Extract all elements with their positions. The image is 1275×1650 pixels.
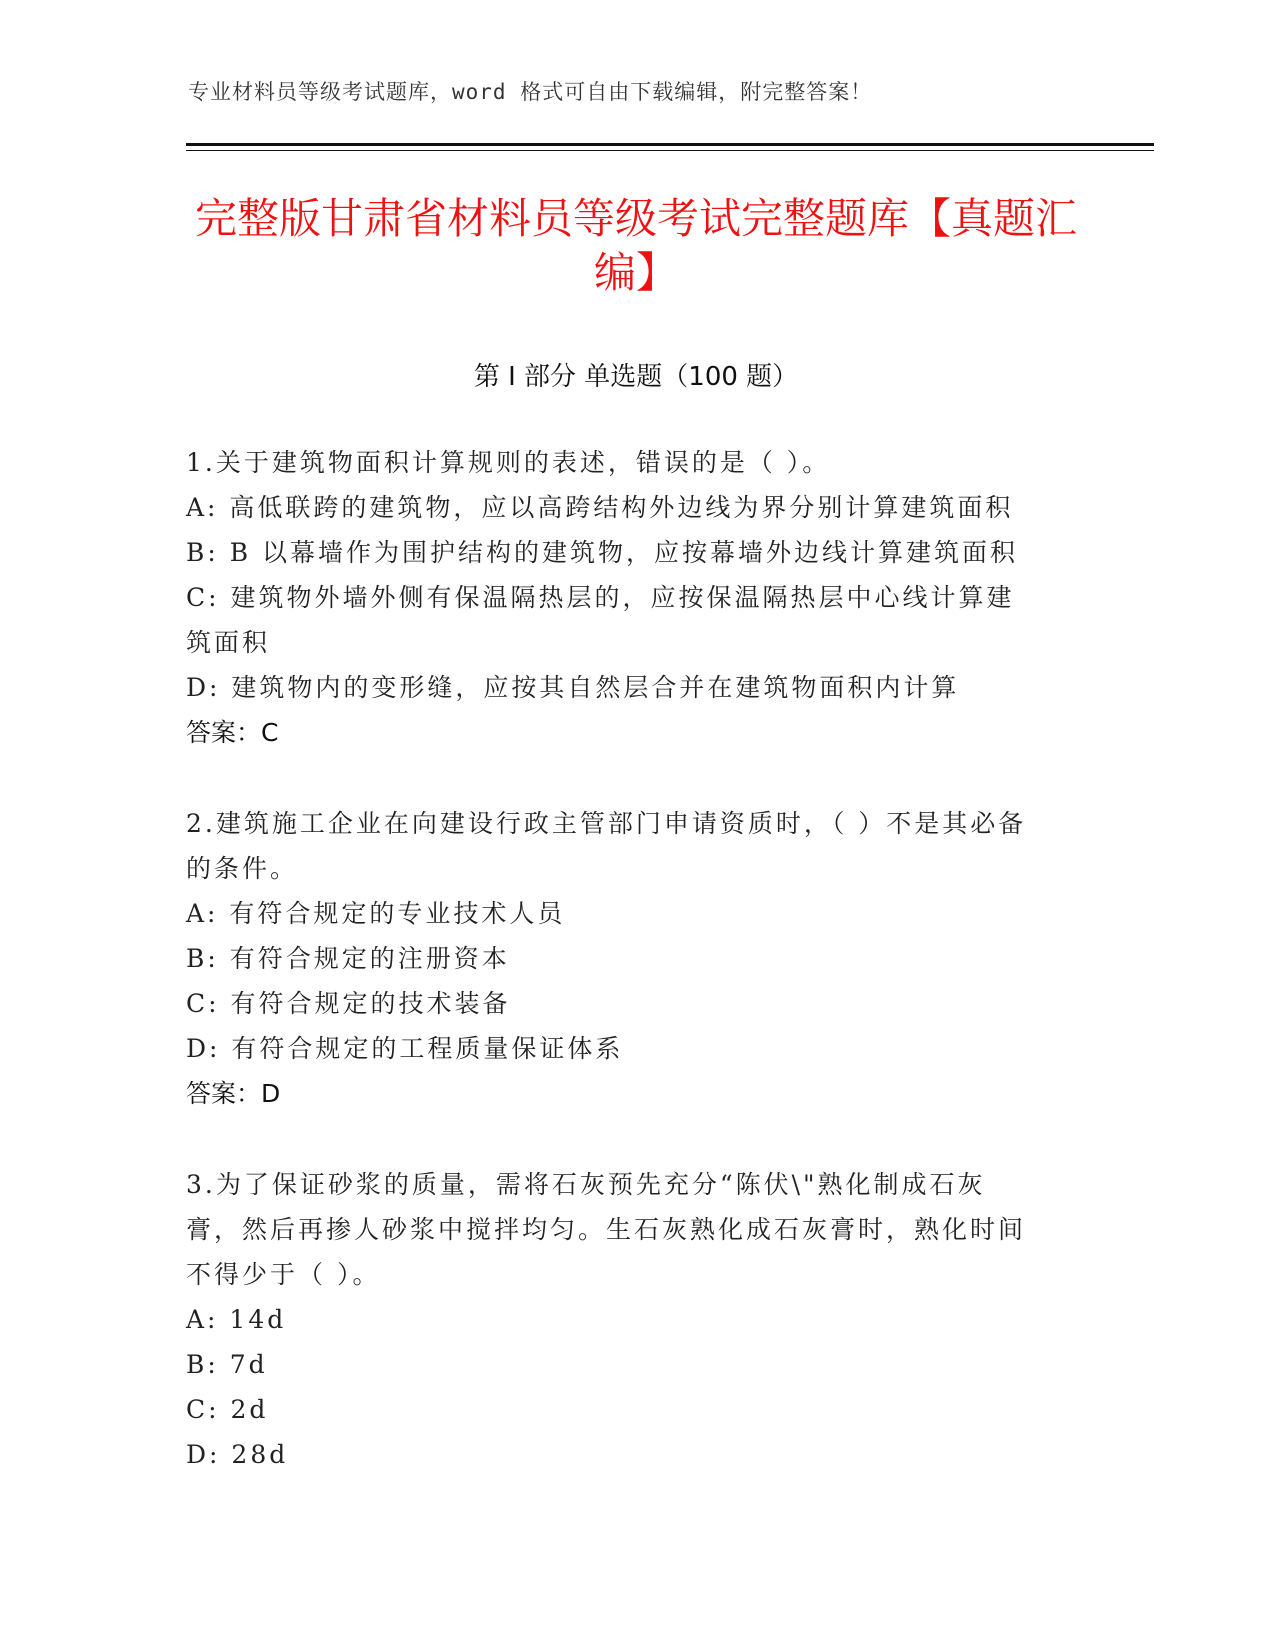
option-b: B: 有符合规定的注册资本 (186, 944, 510, 973)
option-c: C: 有符合规定的技术装备 (186, 989, 511, 1018)
option-d: D: 建筑物内的变形缝，应按其自然层合并在建筑物面积内计算 (186, 673, 960, 702)
header-rule-thin (186, 150, 1154, 151)
option-a: A: 高低联跨的建筑物，应以高跨结构外边线为界分别计算建筑面积 (186, 493, 1014, 522)
option-d: D: 有符合规定的工程质量保证体系 (186, 1034, 624, 1063)
section-heading: 第 I 部分 单选题（100 题） (473, 362, 799, 392)
answer: 答案：C (186, 718, 279, 747)
header-note: 专业材料员等级考试题库，word 格式可自由下载编辑，附完整答案！ (188, 80, 873, 104)
header-rule-thick (186, 143, 1154, 146)
option-a: A: 有符合规定的专业技术人员 (186, 899, 566, 928)
option-c: C: 建筑物外墙外侧有保温隔热层的，应按保温隔热层中心线计算建筑面积 (186, 583, 1015, 657)
option-b: B: 7d (186, 1350, 268, 1379)
answer: 答案：D (186, 1079, 281, 1108)
option-b: B: B 以幕墙作为围护结构的建筑物，应按幕墙外边线计算建筑面积 (186, 538, 1019, 567)
question-1 (186, 440, 1086, 755)
option-c: C: 2d (186, 1395, 269, 1424)
question-stem: 1.关于建筑物面积计算规则的表述，错误的是（ ）。 (186, 448, 831, 477)
question-3 (186, 1162, 1086, 1477)
question-list (186, 440, 1086, 1523)
question-stem: 2.建筑施工企业在向建设行政主管部门申请资质时，（ ）不是其必备的条件。 (186, 809, 1027, 883)
question-stem: 3.为了保证砂浆的质量，需将石灰预先充分“陈伏\"熟化制成石灰膏，然后再掺人砂浆中搅拌均匀。生石灰熟化成石灰膏时，熟化时间不得少于（ ）。 (186, 1170, 1027, 1289)
document-title: 完整版甘肃省材料员等级考试完整题库【真题汇编】 (194, 194, 1077, 297)
option-d: D: 28d (186, 1440, 289, 1469)
question-2 (186, 801, 1086, 1116)
option-a: A: 14d (186, 1305, 287, 1334)
